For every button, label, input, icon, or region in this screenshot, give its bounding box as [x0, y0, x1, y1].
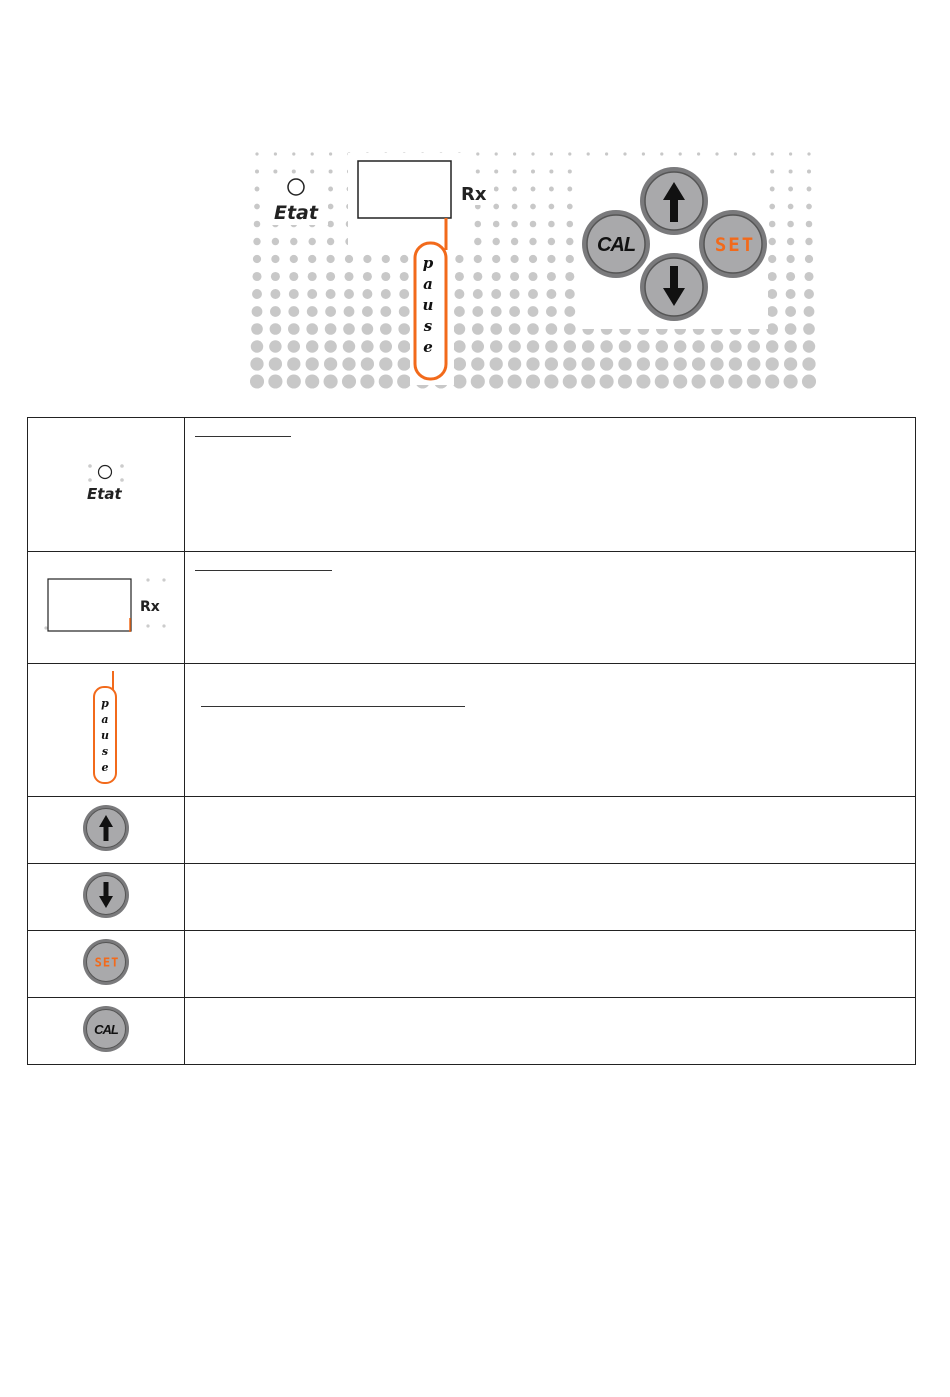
- up-button-legend: [81, 803, 131, 853]
- legend-table: [27, 417, 916, 1065]
- legend-description: [185, 664, 916, 797]
- cal-button-legend: [81, 1004, 131, 1054]
- legend-icon-cell: [28, 931, 185, 998]
- rx-label: Rx: [461, 184, 487, 205]
- legend-row-rx: [28, 552, 916, 664]
- legend-icon-cell: [28, 998, 185, 1065]
- pause-letter: e: [101, 760, 109, 774]
- pause-letter: a: [423, 275, 433, 293]
- front-panel: [250, 145, 820, 395]
- pause-letter: s: [423, 317, 433, 335]
- legend-row-etat: [28, 418, 916, 552]
- pause-clip: [410, 218, 454, 385]
- status-led-icon: [99, 466, 112, 479]
- set-label: SET: [94, 955, 120, 969]
- front-panel-drawing: [250, 145, 820, 395]
- legend-row-down: [28, 864, 916, 931]
- underline-blank: [195, 570, 332, 571]
- set-button[interactable]: [699, 210, 767, 278]
- legend-icon-cell: [28, 664, 185, 797]
- etat-indicator: [268, 175, 328, 225]
- display-screen: [358, 161, 451, 218]
- pause-letter: p: [422, 254, 434, 272]
- underline-blank: [201, 706, 465, 707]
- pause-letter: p: [101, 696, 109, 710]
- pause-letter: a: [101, 712, 109, 726]
- legend-row-set: [28, 931, 916, 998]
- down-button[interactable]: [640, 253, 708, 321]
- display-screen: [48, 579, 131, 631]
- pause-letter: u: [101, 728, 109, 742]
- cal-label: CAL: [596, 234, 636, 256]
- legend-icon-cell: [28, 418, 185, 552]
- legend-row-pause: [28, 664, 916, 797]
- legend-description: [185, 998, 916, 1065]
- legend-row-cal: [28, 998, 916, 1065]
- legend-description: [185, 552, 916, 664]
- up-button[interactable]: [640, 167, 708, 235]
- pause-legend-icon: [89, 669, 123, 787]
- rx-label: Rx: [140, 599, 160, 615]
- legend-description: [185, 797, 916, 864]
- etat-legend-icon: [84, 458, 128, 506]
- rx-legend-icon: [44, 576, 168, 634]
- legend-description: [185, 418, 916, 552]
- set-label: SET: [714, 234, 756, 256]
- underline-blank: [195, 436, 291, 437]
- pause-letter: u: [422, 296, 434, 314]
- etat-label: Etat: [274, 202, 318, 224]
- legend-description: [185, 864, 916, 931]
- cal-button[interactable]: [582, 210, 650, 278]
- legend-icon-cell: [28, 552, 185, 664]
- legend-description: [185, 931, 916, 998]
- pause-letter: e: [423, 338, 433, 356]
- cal-label: CAL: [94, 1021, 118, 1037]
- pause-letter: s: [101, 744, 109, 758]
- status-led-icon: [288, 179, 304, 195]
- legend-icon-cell: [28, 797, 185, 864]
- down-button-legend: [81, 870, 131, 920]
- legend-row-up: [28, 797, 916, 864]
- etat-label: Etat: [87, 485, 122, 503]
- legend-icon-cell: [28, 864, 185, 931]
- set-button-legend: [81, 937, 131, 987]
